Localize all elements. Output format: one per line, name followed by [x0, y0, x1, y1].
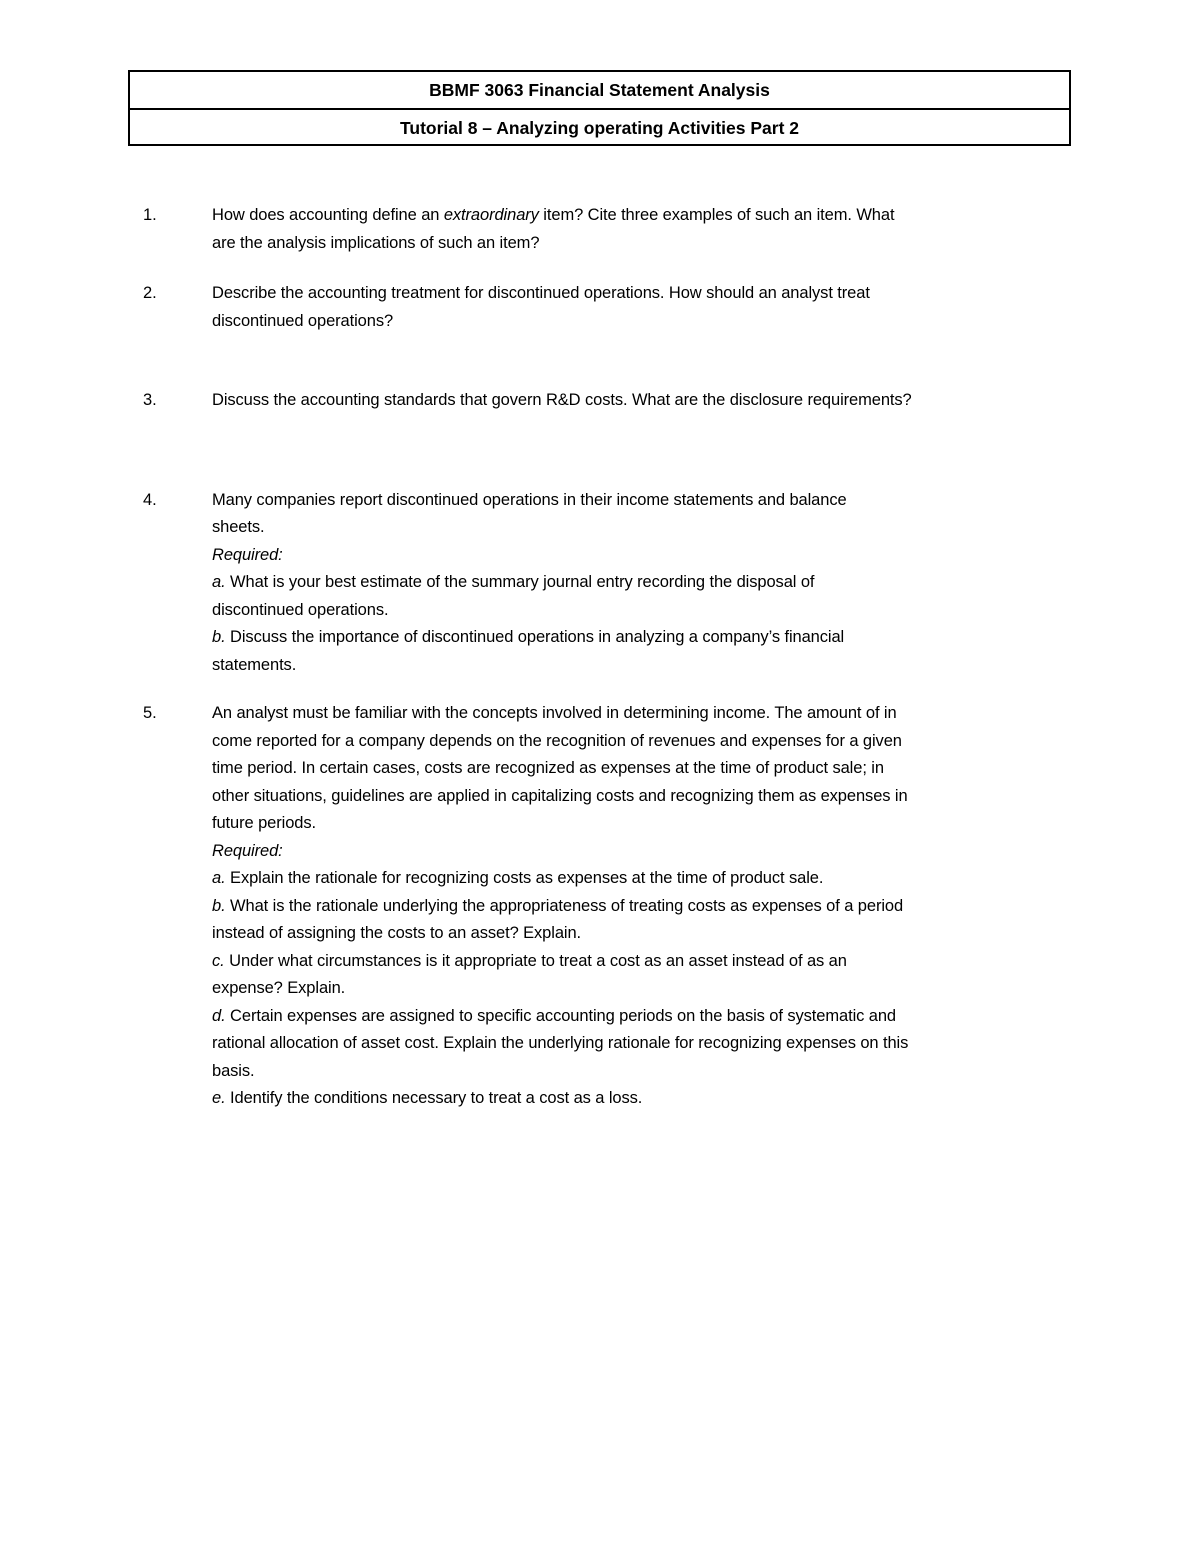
question-line-segment-italic: extraordinary: [443, 206, 539, 224]
question-text: [212, 280, 1078, 335]
question-line: [212, 308, 1078, 336]
question-line: [212, 487, 1078, 515]
question-line-segment: Under what circumstances is it appropriate to treat a cost as an asset instead of as an: [224, 951, 847, 970]
question-line-segment: An analyst must be familiar with the concepts involved in determining income. The amount of in: [212, 704, 897, 722]
question-line-segment: time period. In certain cases, costs are recognized as expenses at the time of product sale; in: [212, 759, 884, 777]
question-line: [212, 975, 1078, 1003]
question-line: [212, 569, 1078, 597]
question-line: [212, 755, 1078, 783]
question-line-segment-italic: d.: [212, 1006, 226, 1025]
question-line: [212, 597, 1078, 625]
question-line: [212, 893, 1078, 921]
question-line: [212, 624, 1078, 652]
question-line-segment: What is the rationale underlying the appropriateness of treating costs as expenses of a period: [225, 896, 904, 915]
question-line: [212, 700, 1078, 728]
question-item: [143, 387, 1078, 415]
course-title: BBMF 3063 Financial Statement Analysis: [429, 80, 770, 100]
question-line-segment: are the analysis implications of such an item?: [212, 233, 540, 252]
question-line-segment: What is your best estimate of the summary journal entry recording the disposal of: [225, 573, 815, 591]
question-line-segment: expense? Explain.: [212, 979, 346, 997]
question-line-segment: Explain the rationale for recognizing costs as expenses at the time of product sale.: [225, 869, 824, 887]
question-line-segment: Certain expenses are assigned to specific accounting periods on the basis of systematic and: [225, 1006, 896, 1025]
question-line-segment-italic: Required:: [212, 841, 283, 860]
question-item: [143, 202, 1078, 257]
question-line-segment: other situations, guidelines are applied in capitalizing costs and recognizing them as expenses in: [212, 786, 908, 805]
question-line: [212, 920, 1078, 948]
question-line-segment: discontinued operations?: [212, 311, 394, 330]
question-line-segment: sheets.: [212, 518, 265, 536]
question-line: [212, 280, 1078, 308]
question-line: [212, 865, 1078, 893]
questions-list: [143, 202, 1078, 1113]
question-number: 5.: [143, 704, 157, 722]
question-line: [212, 783, 1078, 811]
question-line: [212, 1030, 1078, 1058]
question-line-segment: discontinued operations.: [212, 600, 389, 619]
question-line: [212, 230, 1078, 258]
question-number: 1.: [143, 206, 157, 224]
question-text: [212, 387, 1078, 415]
question-item: [143, 487, 1078, 680]
document-header-box: [128, 70, 1071, 146]
question-line-segment: Many companies report discontinued operations in their income statements and balance: [212, 490, 847, 509]
question-line-segment-italic: a.: [212, 573, 226, 591]
question-item: [143, 280, 1078, 335]
question-line: [212, 728, 1078, 756]
question-number: 2.: [143, 284, 157, 302]
question-line-segment-italic: a.: [212, 869, 226, 887]
question-line-segment-italic: Required:: [212, 545, 283, 564]
question-line: [212, 542, 1078, 570]
question-line: [212, 948, 1078, 976]
question-line-segment: item? Cite three examples of such an item. What: [538, 206, 895, 224]
question-item: [143, 700, 1078, 1113]
question-line: [212, 1058, 1078, 1086]
question-line-segment: Discuss the importance of discontinued operations in analyzing a company’s financial: [225, 628, 845, 646]
question-line-segment: instead of assigning the costs to an asset? Explain.: [212, 924, 582, 942]
question-number: 3.: [143, 391, 157, 409]
question-line: [212, 202, 1078, 230]
question-text: [212, 700, 1078, 1113]
question-number: 4.: [143, 490, 157, 509]
question-line: [212, 810, 1078, 838]
question-line-segment: How does accounting define an: [212, 206, 444, 224]
question-line-segment: Discuss the accounting standards that govern R&D costs. What are the disclosure requirements?: [212, 391, 912, 409]
question-text: [212, 202, 1078, 257]
question-line-segment: come reported for a company depends on the recognition of revenues and expenses for a given: [212, 731, 902, 750]
question-line-segment-italic: b.: [212, 628, 226, 646]
question-line: [212, 1085, 1078, 1113]
question-line-segment-italic: c.: [212, 951, 225, 970]
question-line-segment: statements.: [212, 655, 297, 674]
question-text: [212, 487, 1078, 680]
question-line: [212, 838, 1078, 866]
question-line-segment: Identify the conditions necessary to treat a cost as a loss.: [225, 1089, 643, 1107]
question-line: [212, 514, 1078, 542]
tutorial-title: Tutorial 8 – Analyzing operating Activities Part 2: [130, 108, 1069, 144]
question-line-segment: Describe the accounting treatment for discontinued operations. How should an analyst treat: [212, 284, 870, 302]
question-line-segment: rational allocation of asset cost. Explain the underlying rationale for recognizing expenses on this: [212, 1034, 909, 1052]
question-line-segment: basis.: [212, 1061, 255, 1080]
question-line-segment: future periods.: [212, 814, 316, 832]
question-line: [212, 1003, 1078, 1031]
question-line: [212, 652, 1078, 680]
question-line: [212, 387, 1078, 415]
question-line-segment-italic: e.: [212, 1089, 226, 1107]
question-line-segment-italic: b.: [212, 896, 226, 915]
